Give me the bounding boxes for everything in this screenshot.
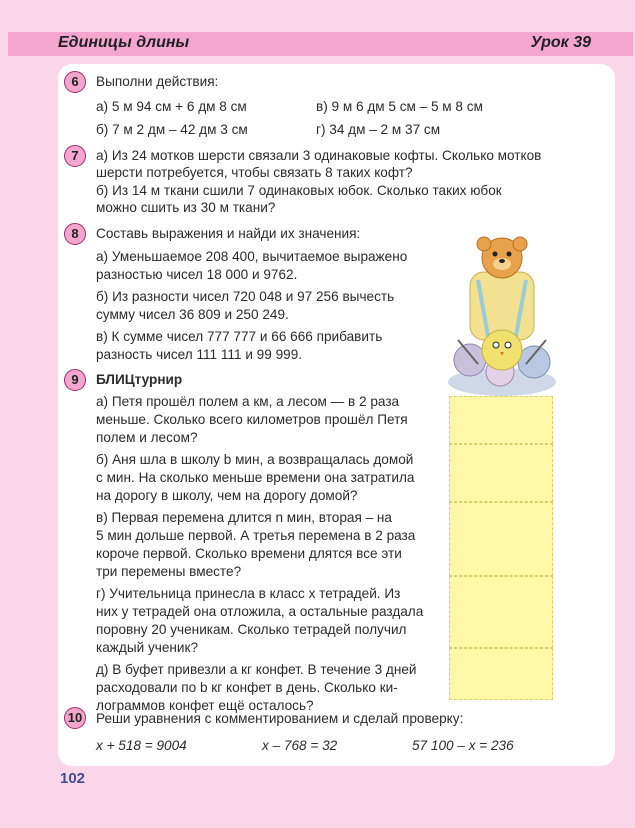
task-7-line: б) Из 14 м ткани сшили 7 одинаковых юбок. Сколько таких юбок: [96, 183, 502, 198]
task-9-line: г) Учительница принесла в класс x тетрадей. Из: [96, 586, 401, 601]
task-9-line: каждый ученик?: [96, 640, 199, 655]
answer-strip-b: [449, 444, 553, 502]
task-8-number: 8: [64, 223, 86, 245]
task-9-line: c мин. На сколько меньше времени она затратила: [96, 470, 415, 485]
task-7-number: 7: [64, 145, 86, 167]
task-6-a: а) 5 м 94 см + 6 дм 8 см: [96, 99, 247, 114]
task-8-line: в) К сумме чисел 777 777 и 66 666 прибавить: [96, 329, 383, 344]
section-title: Единицы длины: [58, 34, 190, 51]
task-8-line: сумму чисел 36 809 и 250 249.: [96, 307, 289, 322]
task-9-line: в) Первая перемена длится n мин, вторая – на: [96, 510, 392, 525]
task-7-line: можно сшить из 30 м ткани?: [96, 200, 276, 215]
task-9-line: расходовали по b кг конфет в день. Сколько ки-: [96, 680, 398, 695]
task-6-text: Выполни действия:: [96, 74, 219, 89]
task-6-g: г) 34 дм – 2 м 37 см: [316, 122, 441, 137]
answer-strip-d: [449, 648, 553, 700]
task-8-text: Составь выражения и найди их значения:: [96, 226, 361, 241]
task-8-line: б) Из разности чисел 720 048 и 97 256 вычесть: [96, 289, 395, 304]
equation-1: x + 518 = 9004: [96, 738, 187, 753]
answer-strip-g: [449, 576, 553, 648]
task-9-number: 9: [64, 369, 86, 391]
task-6-number: 6: [64, 71, 86, 93]
task-10-number: 10: [64, 707, 86, 729]
task-9-line: б) Аня шла в школу b мин, а возвращалась домой: [96, 452, 414, 467]
task-6-v: в) 9 м 6 дм 5 см – 5 м 8 см: [316, 99, 483, 114]
task-8-line: разность чисел 111 111 и 99 999.: [96, 347, 303, 362]
page-header: [8, 32, 633, 56]
task-9-line: 5 мин дольше первой. А третья перемена в 2 раза: [96, 528, 416, 543]
task-9-line: а) Петя прошёл полем a км, а лесом — в 2 раза: [96, 394, 400, 409]
answer-strip-a: [449, 396, 553, 444]
equation-3: 57 100 – x = 236: [412, 738, 514, 753]
bear-knitting-illustration: [448, 232, 556, 396]
task-9-line: полем и лесом?: [96, 430, 198, 445]
task-9-line: три перемены вместе?: [96, 564, 242, 579]
lesson-number: Урок 39: [530, 34, 591, 51]
answer-strip-v: [449, 502, 553, 576]
task-9-line: короче первой. Сколько времени длятся все эти: [96, 546, 402, 561]
task-10-text: Реши уравнения с комментированием и сделай проверку:: [96, 711, 464, 726]
task-6-b: б) 7 м 2 дм – 42 дм 3 см: [96, 122, 248, 137]
blitz-title: БЛИЦтурнир: [96, 372, 183, 387]
task-9-line: на дорогу в школу, чем на дорогу домой?: [96, 488, 358, 503]
task-9-line: них y тетрадей она отложила, а остальные раздала: [96, 604, 424, 619]
task-8-line: разностью чисел 18 000 и 9762.: [96, 267, 298, 282]
task-7-line: шерсти потребуется, чтобы связать 8 таких кофт?: [96, 165, 413, 180]
task-9-line: д) В буфет привезли a кг конфет. В течение 3 дней: [96, 662, 417, 677]
task-8-line: а) Уменьшаемое 208 400, вычитаемое выражено: [96, 249, 408, 264]
task-9-line: лограммов конфет ещё осталось?: [96, 698, 314, 713]
task-7-line: а) Из 24 мотков шерсти связали 3 одинаковые кофты. Сколько мотков: [96, 148, 542, 163]
page-number: 102: [60, 770, 86, 787]
task-9-line: поровну 20 ученикам. Сколько тетрадей получил: [96, 622, 407, 637]
task-9-line: меньше. Сколько всего километров прошёл Петя: [96, 412, 408, 427]
equation-2: x – 768 = 32: [262, 738, 338, 753]
